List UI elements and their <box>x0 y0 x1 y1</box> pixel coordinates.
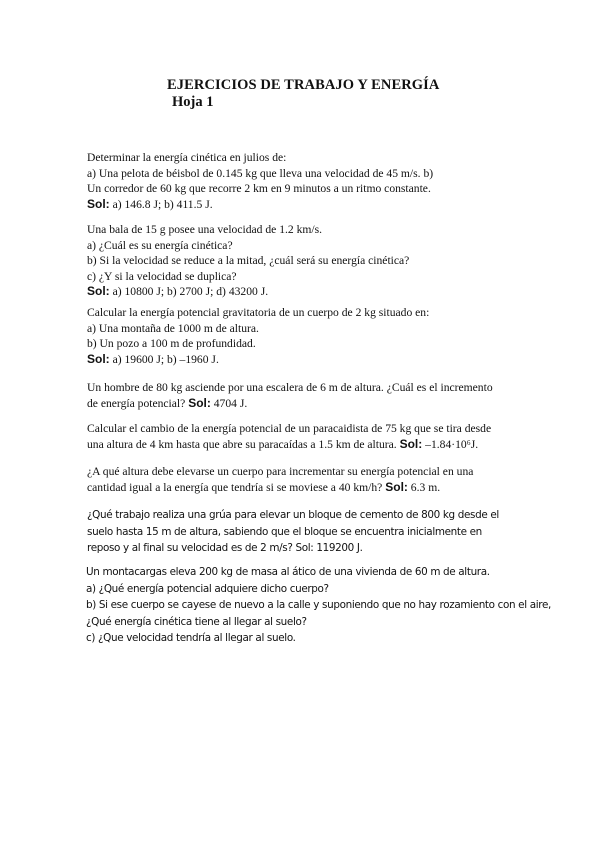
solution-value: a) 10800 J; b) 2700 J; d) 43200 J. <box>109 285 269 298</box>
solution-value: 4704 J. <box>210 396 248 410</box>
exercise-line: suelo hasta 15 m de altura, sabiendo que el bloque se encuentra inicialmente en <box>87 525 482 538</box>
solution-value: a) 19600 J; b) –1960 J. <box>109 352 219 366</box>
exercise-line: a) ¿Cuál es su energía cinética? <box>87 238 233 252</box>
exercise-line: b) Si ese cuerpo se cayese de nuevo a la calle y suponiendo que no hay rozamiento con el aire, <box>86 599 551 611</box>
exercise-line: a) ¿Qué energía potencial adquiere dicho cuerpo? <box>86 582 329 595</box>
exercise-line: Un montacargas eleva 200 kg de masa al ático de una vivienda de 60 m de altura. <box>86 566 490 578</box>
page-title: EJERCICIOS DE TRABAJO Y ENERGÍA <box>167 77 440 93</box>
exercise-line: a) Una pelota de béisbol de 0.145 kg que lleva una velocidad de 45 m/s. b) <box>87 166 434 180</box>
exercise-line: b) Si la velocidad se reduce a la mitad, ¿cuál será su energía cinética? <box>87 254 410 267</box>
exercise-line: a) Una montaña de 1000 m de altura. <box>87 321 259 335</box>
solution-label: Sol: <box>87 351 110 366</box>
exercise-line: Calcular la energía potencial gravitatoria de un cuerpo de 2 kg situado en: <box>87 306 430 319</box>
page-subtitle: Hoja 1 <box>172 94 214 110</box>
solution-label: Sol: <box>87 196 110 211</box>
solution-line <box>87 352 527 368</box>
exercise-line: Un hombre de 80 kg asciende por una escalera de 6 m de altura. ¿Cuál es el incremento <box>87 381 493 394</box>
solution-line <box>87 284 527 300</box>
solution-label: Sol: <box>188 395 211 410</box>
solution-value: –1.84·10⁶J. <box>422 437 479 451</box>
exercise-3 <box>87 305 527 367</box>
solution-value: a) 146.8 J; b) 411.5 J. <box>109 197 213 211</box>
exercise-8 <box>86 564 556 647</box>
exercise-line: Un corredor de 60 kg que recorre 2 km en 9 minutos a un ritmo constante. <box>87 182 431 195</box>
exercise-2 <box>87 222 527 300</box>
exercise-line: Calcular el cambio de la energía potencial de un paracaidista de 75 kg que se tira desde <box>87 422 492 435</box>
exercise-text: de energía potencial? <box>87 396 189 410</box>
exercise-line: Una bala de 15 g posee una velocidad de 1.2 km/s. <box>87 223 323 236</box>
exercise-7 <box>87 507 527 557</box>
exercise-line: c) ¿Que velocidad tendría al llegar al suelo. <box>86 632 296 644</box>
exercise-line: b) Un pozo a 100 m de profundidad. <box>87 337 256 350</box>
exercise-1 <box>87 150 527 212</box>
exercise-line: ¿Qué trabajo realiza una grúa para elevar un bloque de cemento de 800 kg desde el <box>87 509 499 521</box>
solution-line <box>87 197 527 213</box>
solution-label: Sol: <box>385 479 408 494</box>
solution-label: Sol: <box>399 436 423 451</box>
exercise-line: c) ¿Y si la velocidad se duplica? <box>87 269 237 283</box>
exercise-text: cantidad igual a la energía que tendría si se moviese a 40 km/h? <box>87 480 386 494</box>
exercise-line <box>87 437 527 453</box>
exercise-4 <box>87 380 527 411</box>
exercise-line: ¿Qué energía cinética tiene al llegar al suelo? <box>86 615 307 628</box>
solution-value: 6.3 m. <box>407 480 441 494</box>
exercise-6 <box>87 464 527 495</box>
exercise-line: ¿A qué altura debe elevarse un cuerpo para incrementar su energía potencial en una <box>87 465 474 478</box>
exercise-line: reposo y al final su velocidad es de 2 m/s? Sol: 119200 J. <box>87 542 363 554</box>
exercise-line <box>87 396 527 412</box>
exercise-line: Determinar la energía cinética en julios de: <box>87 151 287 164</box>
solution-label: Sol: <box>87 284 110 298</box>
exercise-5 <box>87 421 527 452</box>
exercise-line <box>87 480 527 496</box>
exercise-text: una altura de 4 km hasta que abre su paracaídas a 1.5 km de altura. <box>87 437 400 451</box>
